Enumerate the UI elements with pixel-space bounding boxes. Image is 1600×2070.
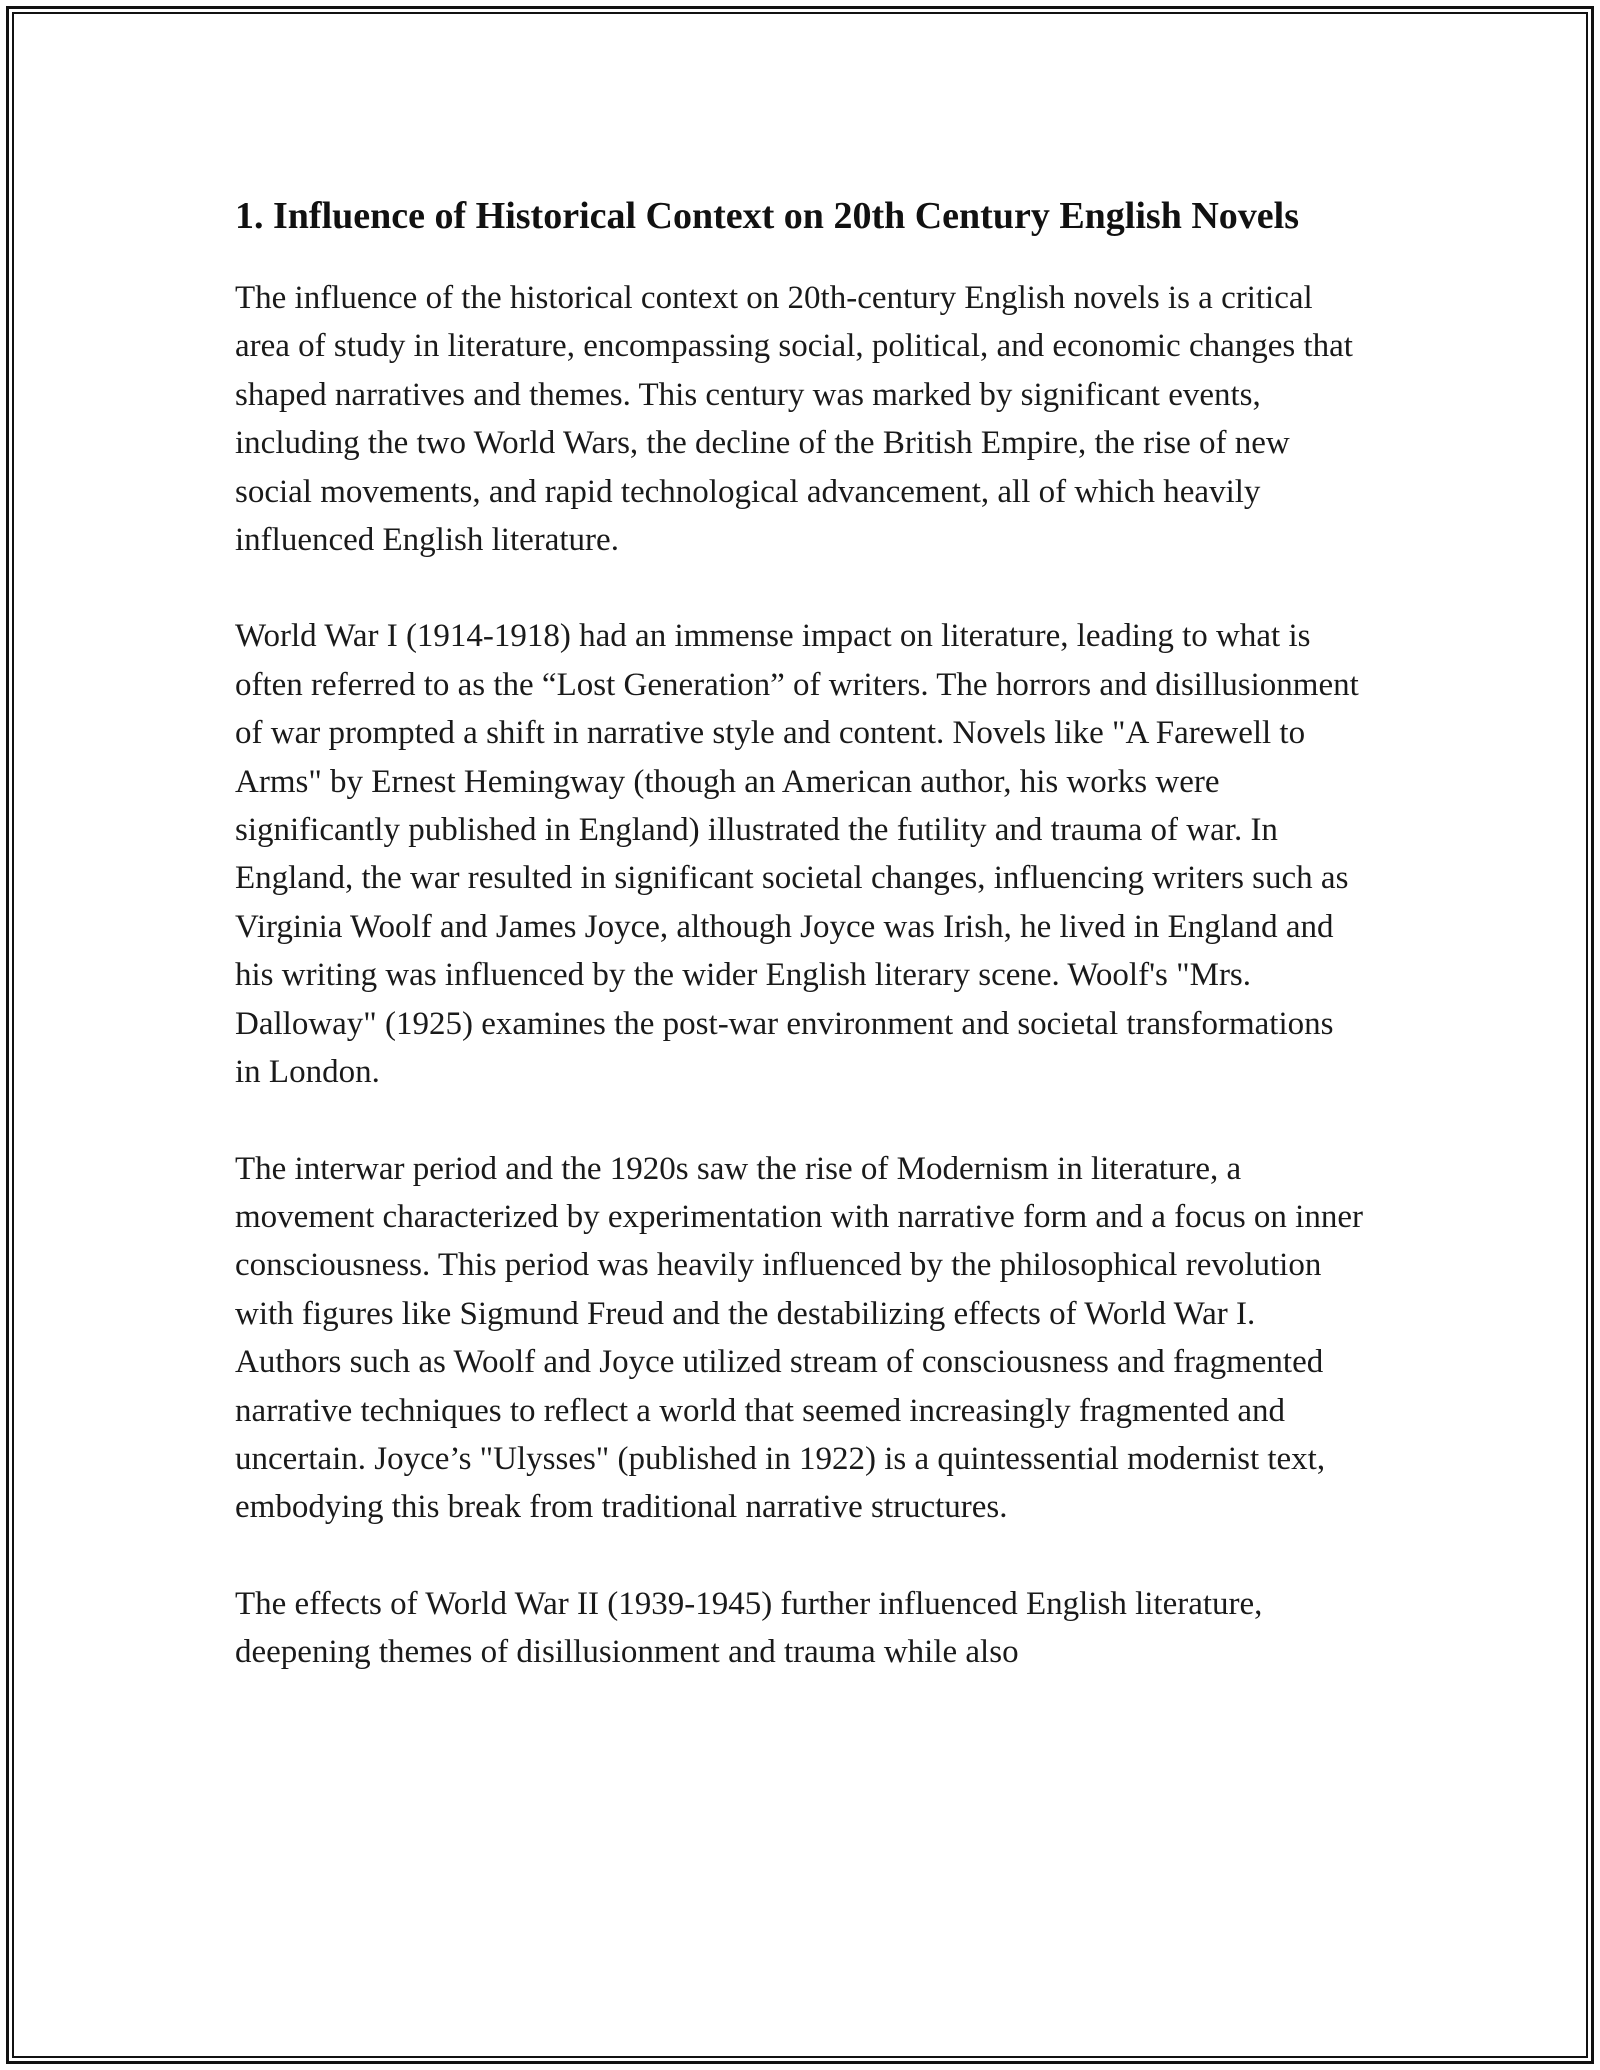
paragraph-intro: The influence of the historical context on 20th-century English novels is a critical area of study in literature, encompassing social, political, and economic changes that shaped narratives and themes. This century was marked by significant events, including the two World Wars, the decline of the British Empire, the rise of new social movements, and rapid technological advancement, all of which heavily influenced English literature. <box>235 280 1353 559</box>
document-body <box>235 188 1365 1725</box>
paragraph-world-war-two: The effects of World War II (1939-1945) further influenced English literature, deepening themes of disillusionment and trauma while also <box>235 1585 1263 1671</box>
paragraph-world-war-one: World War I (1914-1918) had an immense impact on literature, leading to what is often referred to as the “Lost Generation” of writers. The horrors and disillusionment of war prompted a shift in narrative style and content. Novels like "A Farewell to Arms" by Ernest Hemingway (though an American author, his works were significantly published in England) illustrated the futility and trauma of war. In England, the war resulted in significant societal changes, influencing writers such as Virginia Woolf and James Joyce, although Joyce was Irish, he lived in England and his writing was influenced by the wider English literary scene. Woolf's "Mrs. Dalloway" (1925) examines the post-war environment and societal transformations in London. <box>235 618 1359 1091</box>
paragraph-modernism: The interwar period and the 1920s saw the rise of Modernism in literature, a movement characterized by experimentation with narrative form and a focus on inner consciousness. This period was heavily influenced by the philosophical revolution with figures like Sigmund Freud and the destabilizing effects of World War I. Authors such as Woolf and Joyce utilized stream of consciousness and fragmented narrative techniques to reflect a world that seemed increasingly fragmented and uncertain. Joyce’s "Ulysses" (published in 1922) is a quintessential modernist text, embodying this break from traditional narrative structures. <box>235 1150 1363 1526</box>
section-heading: 1. Influence of Historical Context on 20th Century English Novels <box>235 195 1299 237</box>
